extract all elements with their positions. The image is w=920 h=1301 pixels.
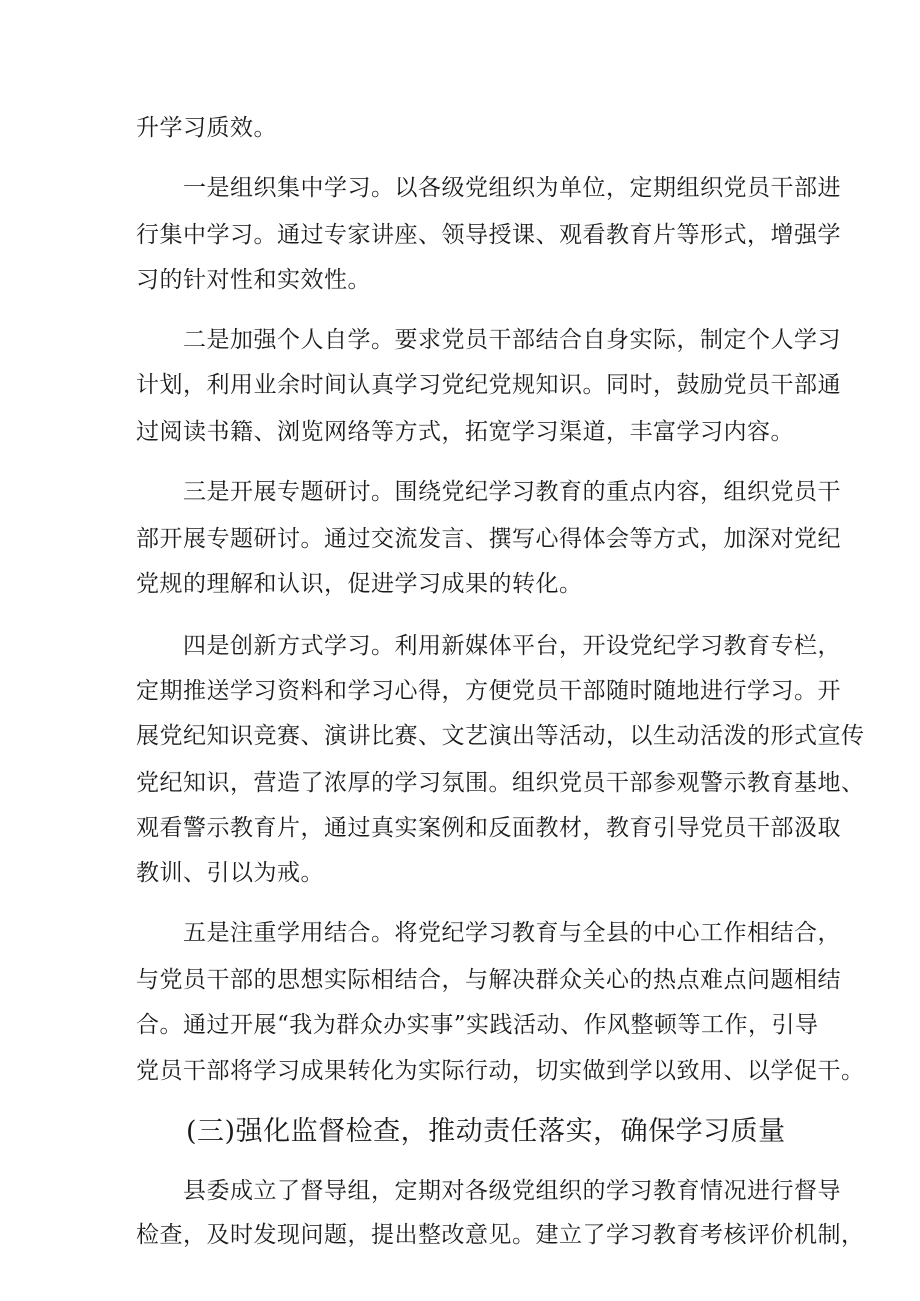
paragraph-line: 过阅读书籍、浏览网络等方式，拓宽学习渠道，丰富学习内容。	[136, 419, 794, 445]
paragraph-line: 计划，利用业余时间认真学习党纪党规知识。同时，鼓励党员干部通	[136, 372, 841, 398]
paragraph-line: 部开展专题研讨。通过交流发言、撰写心得体会等方式，加深对党纪	[136, 526, 841, 552]
paragraph-line: 与党员干部的思想实际相结合，与解决群众关心的热点难点问题相结	[136, 967, 841, 993]
paragraph-line: 县委成立了督导组，定期对各级党组织的学习教育情况进行督导	[136, 1178, 841, 1204]
paragraph-line: 党纪知识，营造了浓厚的学习氛围。组织党员干部参观警示教育基地、	[136, 770, 865, 796]
paragraph-line: 展党纪知识竞赛、演讲比赛、文艺演出等活动，以生动活泼的形式宣传	[136, 723, 865, 749]
paragraph-line: 习的针对性和实效性。	[136, 267, 371, 293]
paragraph-line: 一是组织集中学习。以各级党组织为单位，定期组织党员干部进	[136, 175, 841, 201]
paragraph-line: 观看警示教育片，通过真实案例和反面教材，教育引导党员干部汲取	[136, 815, 841, 841]
paragraph-line: 检查，及时发现问题，提出整改意见。建立了学习教育考核评价机制，	[136, 1222, 865, 1248]
paragraph-line: 合。通过开展“我为群众办实事”实践活动、作风整顿等工作，引导	[136, 1012, 819, 1038]
paragraph-line: 行集中学习。通过专家讲座、领导授课、观看教育片等形式，增强学	[136, 222, 841, 248]
paragraph-line: 四是创新方式学习。利用新媒体平台，开设党纪学习教育专栏，	[136, 633, 841, 659]
paragraph-line: 党规的理解和认识，促进学习成果的转化。	[136, 571, 583, 597]
paragraph-line: 二是加强个人自学。要求党员干部结合自身实际，制定个人学习	[136, 327, 841, 353]
paragraph-line: 三是开展专题研讨。围绕党纪学习教育的重点内容，组织党员干	[136, 479, 841, 505]
section-heading: (三)强化监督检查，推动责任落实，确保学习质量	[186, 1116, 786, 1147]
paragraph-line: 定期推送学习资料和学习心得，方便党员干部随时随地进行学习。开	[136, 678, 841, 704]
paragraph-line: 升学习质效。	[136, 115, 277, 141]
paragraph-line: 党员干部将学习成果转化为实际行动，切实做到学以致用、以学促干。	[136, 1058, 865, 1084]
paragraph-line: 教训、引以为戒。	[136, 860, 324, 886]
paragraph-line: 五是注重学用结合。将党纪学习教育与全县的中心工作相结合，	[136, 920, 841, 946]
